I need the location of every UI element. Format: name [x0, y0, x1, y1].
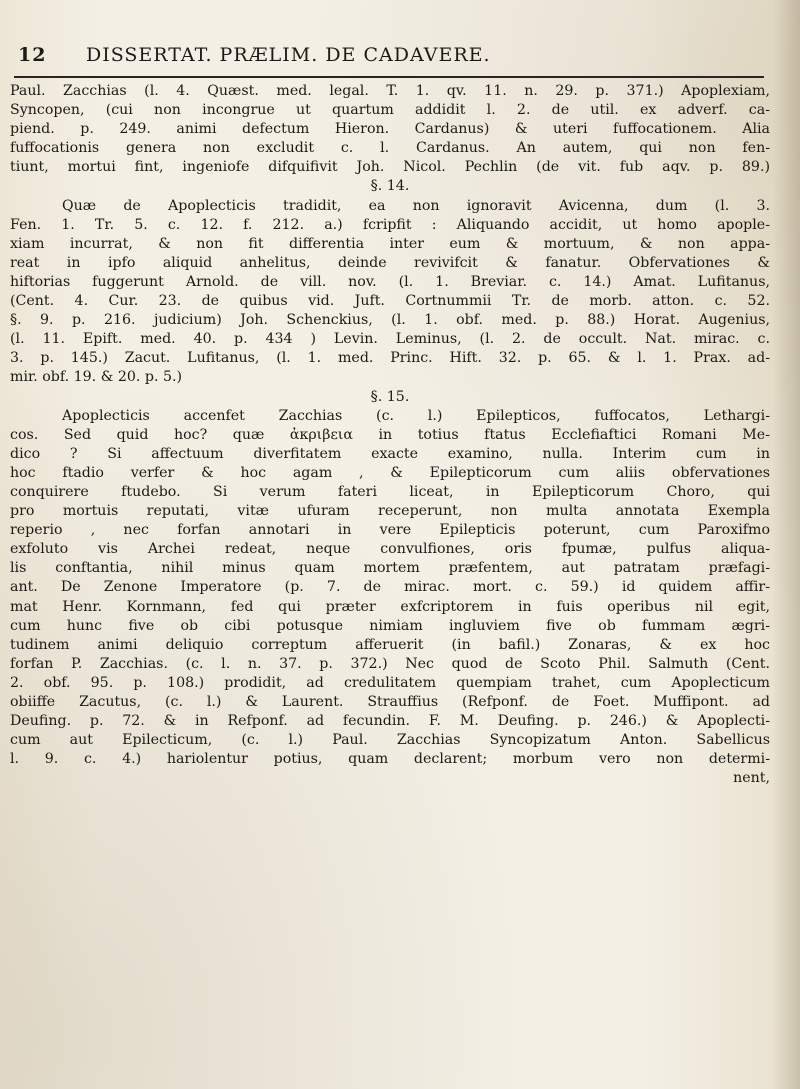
page-header [18, 44, 764, 74]
text-line: Syncopen, (cui non incongrue ut quartum addidit l. 2. de util. ex adverf. ca- [10, 102, 770, 119]
body-text [10, 82, 770, 788]
text-line: mat Henr. Kornmann, fed qui præter exfcriptorem in fuis operibus nil egit, [10, 598, 770, 615]
text-line: hoc ftadio verfer & hoc agam , & Epilepticorum cum aliis obfervationes [10, 464, 770, 481]
catchword: nent, [733, 770, 770, 787]
header-rule [14, 76, 764, 78]
running-head: DISSERTAT. PRÆLIM. DE CADAVERE. [86, 44, 491, 66]
text-line: cum hunc five ob cibi potusque nimiam ingluviem five ob fummam ægri- [10, 617, 770, 634]
text-line: cum aut Epilecticum, (c. l.) Paul. Zacchias Syncopizatum Anton. Sabellicus [10, 732, 770, 749]
section-heading-15: §. 15. [370, 388, 410, 405]
text-line: exfoluto vis Archei redeat, neque convulfiones, oris fpumæ, pulfus aliqua- [10, 541, 770, 558]
text-line: forfan P. Zacchias. (c. l. n. 37. p. 372.) Nec quod de Scoto Phil. Salmuth (Cent. [10, 655, 770, 672]
text-line: §. 9. p. 216. judicium) Joh. Schenckius, (l. 1. obf. med. p. 88.) Horat. Augenius, [10, 312, 770, 329]
text-line: ant. De Zenone Imperatore (p. 7. de mirac. mort. c. 59.) id quidem affir- [10, 579, 770, 596]
text-line: (Cent. 4. Cur. 23. de quibus vid. Juft. Cortnummii Tr. de morb. atton. c. 52. [10, 293, 770, 310]
text-line: cos. Sed quid hoc? quæ ἀκριβεια in totius ftatus Ecclefiaftici Romani Me- [10, 426, 770, 443]
text-line: fuffocationis genera non excludit c. l. Cardanus. An autem, qui non fen- [10, 140, 770, 157]
text-line: lis conftantia, nihil minus quam mortem præfentem, aut patratam præfagi- [10, 560, 770, 577]
text-line: pro mortuis reputati, vitæ ufuram receperunt, non multa annotata Exempla [10, 503, 770, 520]
text-line: tudinem animi deliquio correptum afferuerit (in bafil.) Zonaras, & ex hoc [10, 636, 770, 653]
section-heading-14: §. 14. [370, 178, 410, 195]
text-line: piend. p. 249. animi defectum Hieron. Cardanus) & uteri fuffocationem. Alia [10, 121, 770, 138]
text-line: 3. p. 145.) Zacut. Lufitanus, (l. 1. med. Princ. Hift. 32. p. 65. & l. 1. Prax. ad- [10, 350, 770, 367]
text-line: tiunt, mortui fint, ingeniofe difquifivit Joh. Nicol. Pechlin (de vit. fub aqv. p. 89.) [10, 159, 770, 176]
text-line: conquirere ftudebo. Si verum fateri liceat, in Epilepticorum Choro, qui [10, 483, 770, 500]
text-line: Deufing. p. 72. & in Refponf. ad fecundin. F. M. Deufing. p. 246.) & Apoplecti- [10, 713, 770, 730]
page-edge-shadow [772, 0, 800, 1089]
text-line: Paul. Zacchias (l. 4. Quæst. med. legal. T. 1. qv. 11. n. 29. p. 371.) Apoplexiam, [10, 83, 770, 99]
text-line: xiam incurrat, & non fit differentia inter eum & mortuum, & non appa- [10, 235, 770, 252]
text-line: Fen. 1. Tr. 5. c. 12. f. 212. a.) fcripfit : Aliquando accidit, ut homo apople- [10, 216, 770, 233]
text-line: l. 9. c. 4.) hariolentur potius, quam declarent; morbum vero non determi- [10, 751, 770, 768]
text-line: Apoplecticis accenfet Zacchias (c. l.) Epilepticos, fuffocatos, Lethargi- [62, 407, 770, 424]
text-line: hiftorias fuggerunt Arnold. de vill. nov. (l. 1. Breviar. c. 14.) Amat. Lufitanus, [10, 273, 770, 290]
text-line: reperio , nec forfan annotari in vere Epilepticis poterunt, cum Paroxifmo [10, 522, 770, 539]
text-line: (l. 11. Epift. med. 40. p. 434 ) Levin. Leminus, (l. 2. de occult. Nat. mirac. c. [10, 331, 770, 348]
page-number: 12 [18, 44, 47, 66]
text-line: reat in ipfo aliquid anhelitus, deinde revivifcit & fanatur. Obfervationes & [10, 254, 770, 271]
text-line: mir. obf. 19. & 20. p. 5.) [10, 369, 183, 386]
text-line: dico ? Si affectuum diverfitatem exacte examino, nulla. Interim cum in [10, 445, 770, 462]
text-line: 2. obf. 95. p. 108.) prodidit, ad credulitatem quempiam trahet, cum Apoplecticum [10, 674, 770, 691]
text-line: Quæ de Apoplecticis tradidit, ea non ignoravit Avicenna, dum (l. 3. [62, 197, 770, 214]
text-line: obiiffe Zacutus, (c. l.) & Laurent. Strauffius (Refponf. de Foet. Muffipont. ad [10, 694, 770, 710]
